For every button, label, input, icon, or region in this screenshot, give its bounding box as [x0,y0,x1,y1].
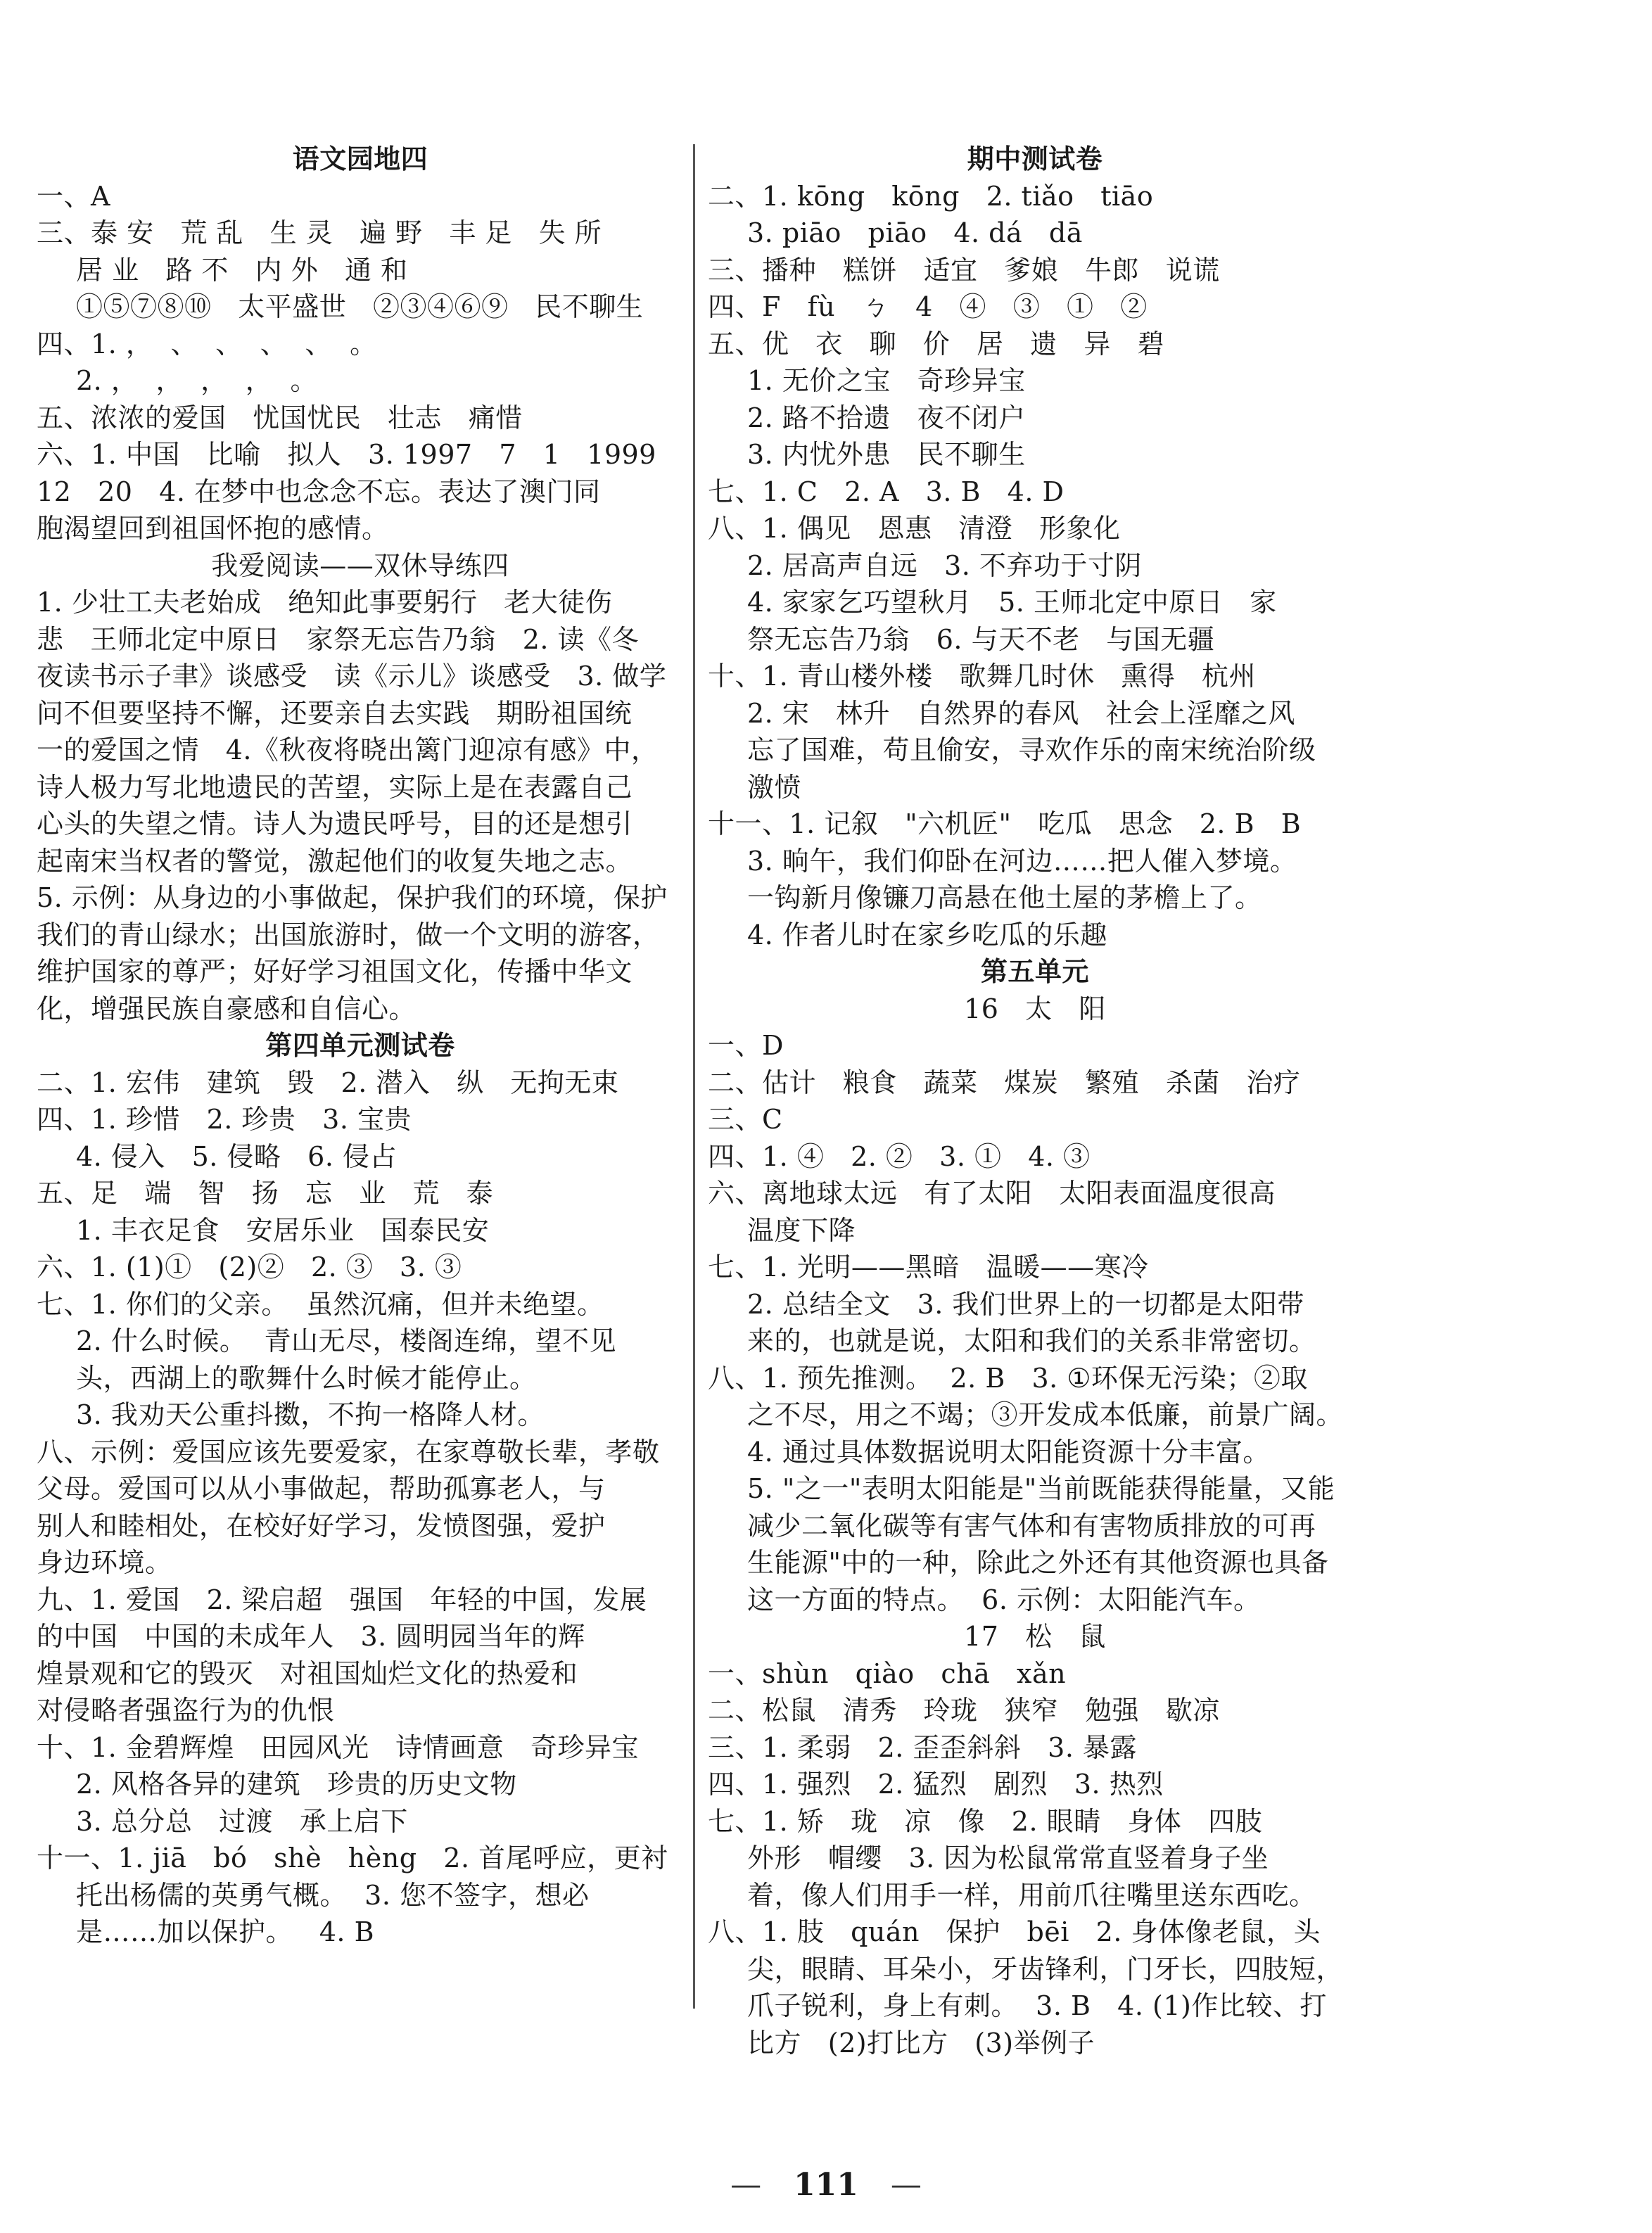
answer-line: 四、F fù ㄅ 4 ④ ③ ① ② [708,291,1148,322]
answer-line: 十、1. 金碧辉煌 田园风光 诗情画意 奇珍异宝 [37,1731,640,1763]
answer-line: 身边环境。 [37,1547,172,1578]
answer-line: ①⑤⑦⑧⑩ 太平盛世 ②③④⑥⑨ 民不聊生 [76,291,644,322]
answer-line: 八、1. 预先推测。 2. B 3. ①环保无污染；②取 [708,1362,1308,1394]
answer-line: 2. 居高声自远 3. 不弃功于寸阴 [747,549,1142,581]
answer-line: 着，像人们用手一样，用前爪往嘴里送东西吃。 [747,1879,1316,1911]
answer-line: 1. 少壮工夫老始成 绝知此事要躬行 老大徒伤 [37,587,613,618]
answer-line: 3. 内忧外患 民不聊生 [747,439,1026,470]
answer-line: 我们的青山绿水；出国旅游时，做一个文明的游客， [37,919,660,950]
page-footer [0,2167,1652,2203]
answer-line: 3. 晌午，我们仰卧在河边……把人催入梦境。 [747,845,1297,877]
answer-line: 八、1. 肢 quán 保护 bēi 2. 身体像老鼠，头 [708,1916,1321,1947]
answer-line: 六、1. 中国 比喻 拟人 3. 1997 7 1 1999 [37,439,656,470]
answer-line: 三、播种 糕饼 适宜 爹娘 牛郎 说谎 [708,254,1220,286]
answer-line: 1. 丰衣足食 安居乐业 国泰民安 [76,1214,490,1246]
answer-line: 对侵略者强盗行为的仇恨 [37,1695,335,1726]
answer-line: 激愤 [747,771,802,803]
answer-line: 12 20 4. 在梦中也念念不忘。表达了澳门同 [37,476,601,507]
answer-line: 起南宋当权者的警觉，激起他们的收复失地之志。 [37,845,633,877]
page-number: 111 [794,2167,858,2203]
footer-dash-left: — [730,2167,762,2203]
answer-line: 4. 作者儿时在家乡吃瓜的乐趣 [747,919,1107,950]
answer-line: 祭无忘告乃翁 6. 与天不老 与国无疆 [747,623,1215,655]
answer-line: 忘了国难，苟且偷安，寻欢作乐的南宋统治阶级 [747,734,1316,765]
answer-line: 5. 示例：从身边的小事做起，保护我们的环境，保护 [37,882,668,913]
answer-line: 二、松鼠 清秀 玲珑 狭窄 勉强 歇凉 [708,1695,1220,1726]
answer-line: 别人和睦相处，在校好好学习，发愤图强，爱护 [37,1510,606,1541]
answer-line: 4. 通过具体数据说明太阳能资源十分丰富。 [747,1436,1270,1468]
answer-line: 诗人极力写北地遗民的苦望，实际上是在表露自己 [37,771,633,803]
section-heading: 期中测试卷 [967,143,1103,174]
answer-line: 八、示例：爱国应该先要爱家，在家尊敬长辈，孝敬 [37,1436,660,1468]
answer-line: 这一方面的特点。 6. 示例：太阳能汽车。 [747,1584,1261,1615]
section-heading: 17 松 鼠 [964,1621,1106,1652]
answer-line: 维护国家的尊严；好好学习祖国文化，传播中华文 [37,956,633,987]
answer-line: 2. 总结全文 3. 我们世界上的一切都是太阳带 [747,1288,1304,1320]
answer-line: 七、1. 你们的父亲。 虽然沉痛，但并未绝望。 [37,1288,604,1320]
answer-line: 七、1. C 2. A 3. B 4. D [708,476,1065,507]
left-column [37,141,684,1951]
answer-line: 煌景观和它的毁灭 对祖国灿烂文化的热爱和 [37,1658,578,1689]
answer-line: 温度下降 [747,1214,856,1246]
answer-line: 七、1. 矫 珑 凉 像 2. 眼睛 身体 四肢 [708,1805,1263,1837]
section-heading: 第五单元 [980,955,1089,987]
answer-line: 2. 路不拾遗 夜不闭户 [747,402,1026,433]
answer-line: 五、足 端 智 扬 忘 业 荒 泰 [37,1178,494,1209]
answer-line: 六、离地球太远 有了太阳 太阳表面温度很高 [708,1178,1276,1209]
answer-line: 十一、1. 记叙 "六机匠" 吃瓜 思念 2. B B [708,808,1302,839]
answer-line: 七、1. 光明——黑暗 温暖——寒冷 [708,1252,1149,1283]
answer-line: 减少二氧化碳等有害气体和有害物质排放的可再 [747,1510,1316,1541]
answer-line: 二、估计 粮食 蔬菜 煤炭 繁殖 杀菌 治疗 [708,1067,1301,1098]
answer-line: 五、浓浓的爱国 忧国忧民 壮志 痛惜 [37,402,523,433]
answer-line: 1. 无价之宝 奇珍异宝 [747,365,1026,396]
answer-line: 十、1. 青山楼外楼 歌舞几时休 熏得 杭州 [708,661,1257,692]
answer-line: 二、1. 宏伟 建筑 毁 2. 潜入 纵 无拘无束 [37,1067,619,1098]
answer-line: 六、1. (1)① (2)② 2. ③ 3. ③ [37,1252,462,1283]
answer-line: 三、C [708,1104,783,1135]
answer-line: 尖，眼睛、耳朵小，牙齿锋利，门牙长，四肢短， [747,1953,1344,1985]
section-heading: 16 太 阳 [964,993,1106,1024]
answer-line: 4. 侵入 5. 侵略 6. 侵占 [76,1140,397,1172]
answer-line: 外形 帽缨 3. 因为松鼠常常直竖着身子坐 [747,1843,1269,1873]
answer-line: 八、1. 偶见 恩惠 清澄 形象化 [708,513,1121,544]
answer-line: 九、1. 爱国 2. 梁启超 强国 年轻的中国，发展 [37,1584,647,1615]
answer-line: 2. 宋 林升 自然界的春风 社会上淫靡之风 [747,697,1296,729]
right-column [708,141,1362,2061]
answer-line: 托出杨儒的英勇气概。 3. 您不签字，想必 [76,1879,590,1911]
answer-line: 三、泰 安 荒 乱 生 灵 遍 野 丰 足 失 所 [37,217,602,248]
answer-line: 爪子锐利，身上有刺。 3. B 4. (1)作比较、打 [747,1990,1327,2021]
answer-line: 生能源"中的一种，除此之外还有其他资源也具备 [747,1547,1329,1578]
footer-dash-right: — [890,2167,922,2203]
section-heading: 语文园地四 [292,143,428,174]
answer-line: 一的爱国之情 4.《秋夜将晓出篱门迎凉有感》中， [37,734,659,765]
answer-line: 三、1. 柔弱 2. 歪歪斜斜 3. 暴露 [708,1731,1137,1763]
answer-line: 3. 我劝天公重抖擞，不拘一格降人材。 [76,1399,545,1430]
answer-line: 居 业 路 不 内 外 通 和 [76,254,408,286]
answer-line: 五、优 衣 聊 价 居 遗 异 碧 [708,328,1165,360]
answer-line: 心头的失望之情。诗人为遗民呼号，目的还是想引 [37,808,633,839]
answer-line: 一、shùn qiào chā xǎn [708,1658,1067,1689]
section-heading: 第四单元测试卷 [265,1029,455,1061]
answer-line: 3. 总分总 过渡 承上启下 [76,1805,408,1837]
answer-line: 化，增强民族自豪感和自信心。 [37,993,417,1024]
answer-line: 的中国 中国的未成年人 3. 圆明园当年的辉 [37,1621,585,1652]
answer-line: 3. piāo piāo 4. dá dā [747,217,1083,248]
section-heading: 我爱阅读——双休导练四 [211,549,509,581]
answer-line: 2. 什么时候。 青山无尽，楼阁连绵，望不见 [76,1325,616,1356]
answer-line: 比方 (2)打比方 (3)举例子 [747,2027,1095,2059]
answer-line: 四、1. 珍惜 2. 珍贵 3. 宝贵 [37,1104,412,1135]
answer-line: 头，西湖上的歌舞什么时候才能停止。 [76,1362,537,1394]
answer-line: 4. 家家乞巧望秋月 5. 王师北定中原日 家 [747,587,1277,618]
answer-line: 5. "之一"表明太阳能是"当前既能获得能量，又能 [747,1473,1335,1504]
answer-line: 一钩新月像镰刀高悬在他土屋的茅檐上了。 [747,882,1262,913]
answer-line: 二、1. kōng kōng 2. tiǎo tiāo [708,180,1154,212]
answer-line: 四、1. 强烈 2. 猛烈 剧烈 3. 热烈 [708,1769,1164,1800]
answer-line: 2. ， ， ， ， 。 [76,365,317,396]
answer-line: 来的，也就是说，太阳和我们的关系非常密切。 [747,1325,1316,1356]
column-divider [693,144,695,2009]
answer-line: 胞渴望回到祖国怀抱的感情。 [37,513,389,544]
answer-line: 2. 风格各异的建筑 珍贵的历史文物 [76,1769,517,1800]
answer-line: 父母。爱国可以从小事做起，帮助孤寡老人，与 [37,1473,606,1504]
answer-line: 四、1. ， 、 、 、 、 。 [37,328,377,360]
answer-line: 问不但要坚持不懈，还要亲自去实践 期盼祖国统 [37,697,633,729]
answer-line: 夜读书示子聿》谈感受 读《示儿》谈感受 3. 做学 [37,661,667,692]
answer-line: 是……加以保护。 4. B [76,1916,374,1947]
answer-line: 悲 王师北定中原日 家祭无忘告乃翁 2. 读《冬 [37,623,640,655]
answer-line: 十一、1. jiā bó shè hèng 2. 首尾呼应，更衬 [37,1843,668,1873]
answer-line: 之不尽，用之不竭；③开发成本低廉，前景广阔。 [747,1399,1344,1430]
answer-line: 一、A [37,180,110,212]
answer-line: 四、1. ④ 2. ② 3. ① 4. ③ [708,1140,1091,1172]
answer-line: 一、D [708,1030,784,1061]
